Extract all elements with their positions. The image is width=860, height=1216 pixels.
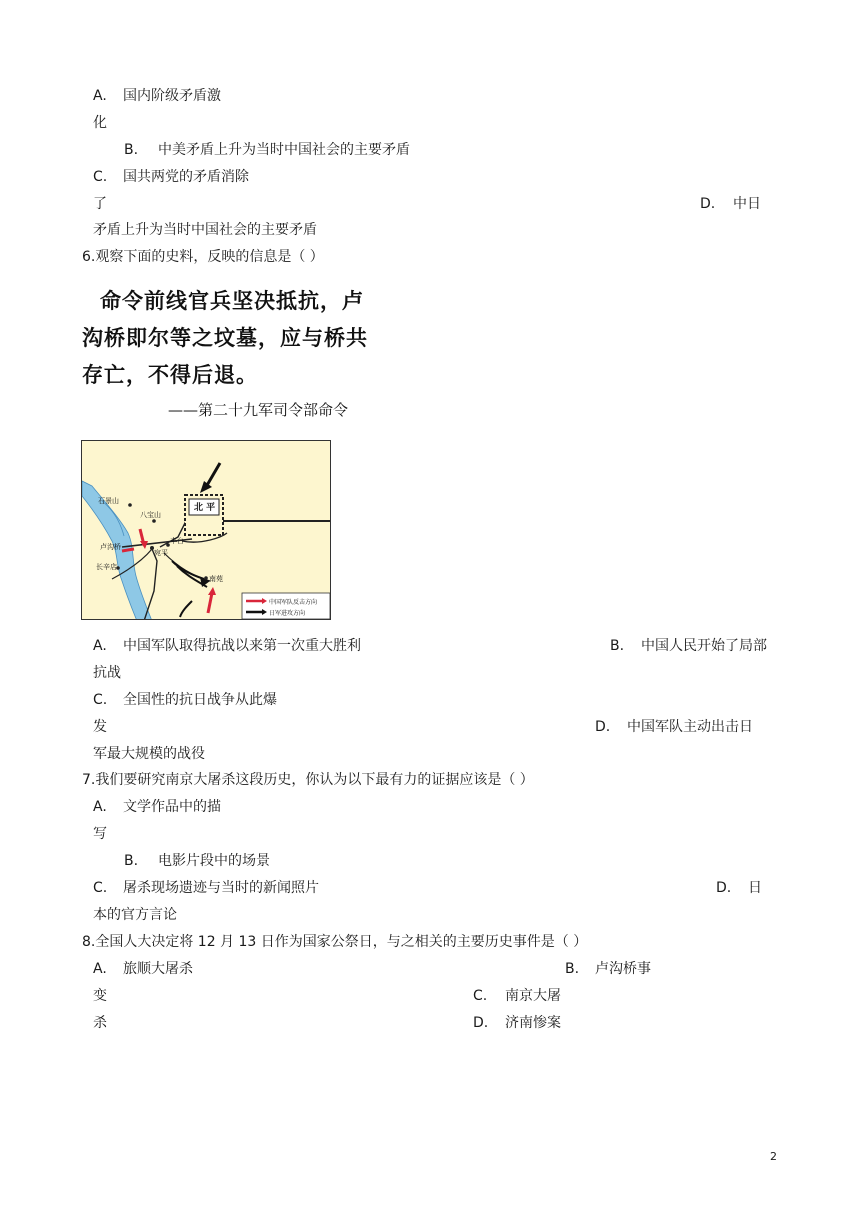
quote-source: ——第二十九军司令部命令 xyxy=(168,401,349,419)
label-beiping: 北 平 xyxy=(194,503,216,513)
q8-option-c-label: C. xyxy=(473,988,488,1004)
q6-option-a-label: A. xyxy=(93,638,107,654)
q7-option-c-label: C. xyxy=(93,880,108,896)
q7-stem: 7.我们要研究南京大屠杀这段历史，你认为以下最有力的证据应该是（ ） xyxy=(82,772,534,788)
q7-option-a-label: A. xyxy=(93,799,107,815)
label-babaoshan: 八宝山 xyxy=(140,511,161,519)
q5-option-b-text: 中美矛盾上升为当时中国社会的主要矛盾 xyxy=(158,142,410,158)
label-fengtai: 丰台 xyxy=(170,537,184,545)
q6-option-b-text: 中国人民开始了局部 xyxy=(641,638,767,654)
q8-option-a-label: A. xyxy=(93,961,107,977)
q6-option-a-text: 中国军队取得抗战以来第一次重大胜利 xyxy=(123,638,361,654)
q6-option-b-text-wrap: 抗战 xyxy=(93,665,121,681)
china-arrow-3-head xyxy=(208,587,216,595)
label-changxindian: 长辛店 xyxy=(96,563,117,571)
q8-option-d-label: D. xyxy=(473,1015,489,1031)
q8-option-b-text: 卢沟桥事 xyxy=(595,961,651,977)
q7-option-c-text: 屠杀现场遗迹与当时的新闻照片 xyxy=(123,880,319,896)
q5-option-a-text: 国内阶级矛盾激 xyxy=(123,88,221,104)
map-drawing xyxy=(82,441,331,620)
q7-option-d-text-wrap: 本的官方言论 xyxy=(93,907,177,923)
china-arrow-3 xyxy=(208,593,212,613)
label-nanyuan: 南苑 xyxy=(209,575,223,583)
q5-option-c-label: C. xyxy=(93,169,108,185)
legend-china: 中国军队反击方向 xyxy=(269,599,318,606)
q7-option-a-text: 文学作品中的描 xyxy=(123,799,221,815)
q6-option-c-label: C. xyxy=(93,692,108,708)
q6-option-d-label: D. xyxy=(595,719,611,735)
label-lugouqiao: 卢沟桥 xyxy=(100,543,121,551)
japan-arrow-s xyxy=(180,601,192,617)
q7-option-b-label: B. xyxy=(124,853,139,869)
q8-option-b-text-wrap: 变 xyxy=(93,988,107,1004)
q5-option-c-text-wrap: 了 xyxy=(93,196,107,212)
q7-option-d-label: D. xyxy=(716,880,732,896)
q7-option-b-text: 电影片段中的场景 xyxy=(158,853,270,869)
q5-option-a-text-wrap: 化 xyxy=(93,115,107,131)
label-shijingshan: 石景山 xyxy=(98,497,119,505)
china-arrow-2 xyxy=(122,549,134,551)
quote-line-1: 命令前线官兵坚决抵抗，卢 xyxy=(100,288,364,313)
q5-option-d-label: D. xyxy=(700,196,716,212)
road-se xyxy=(164,553,210,581)
q5-option-b-label: B. xyxy=(124,142,139,158)
q6-option-c-text: 全国性的抗日战争从此爆 xyxy=(123,692,277,708)
legend-japan: 日军进攻方向 xyxy=(269,610,306,617)
q6-option-b-label: B. xyxy=(610,638,625,654)
q8-option-d-text: 济南惨案 xyxy=(505,1015,561,1031)
q6-stem: 6.观察下面的史料，反映的信息是（ ） xyxy=(82,249,324,265)
q8-option-c-text-wrap: 杀 xyxy=(93,1015,107,1031)
q7-option-d-text: 日 xyxy=(748,880,762,896)
q6-option-d-text-wrap: 军最大规模的战役 xyxy=(93,746,205,762)
page-number: 2 xyxy=(770,1150,777,1163)
q8-option-a-text: 旅顺大屠杀 xyxy=(123,961,193,977)
lugouqiao-map xyxy=(81,440,331,620)
q6-option-d-text: 中国军队主动出击日 xyxy=(627,719,753,735)
label-wanping: 宛平 xyxy=(154,549,168,557)
q7-option-a-text-wrap: 写 xyxy=(93,826,107,842)
q8-option-c-text: 南京大屠 xyxy=(505,988,561,1004)
q5-option-d-text-wrap: 矛盾上升为当时中国社会的主要矛盾 xyxy=(93,222,317,238)
japan-arrow-north xyxy=(206,463,220,487)
quote-line-2: 沟桥即尔等之坟墓，应与桥共 xyxy=(82,325,368,350)
q6-option-c-text-wrap: 发 xyxy=(93,719,107,735)
q5-option-d-text: 中日 xyxy=(733,196,761,212)
q5-option-c-text: 国共两党的矛盾消除 xyxy=(123,169,249,185)
quote-line-3: 存亡，不得后退。 xyxy=(82,362,258,387)
q8-stem: 8.全国人大决定将 12 月 13 日作为国家公祭日，与之相关的主要历史事件是（ ） xyxy=(82,934,588,950)
q8-option-b-label: B. xyxy=(565,961,580,977)
japan-arrow-north-head xyxy=(200,481,212,493)
q5-option-a-label: A. xyxy=(93,88,107,104)
